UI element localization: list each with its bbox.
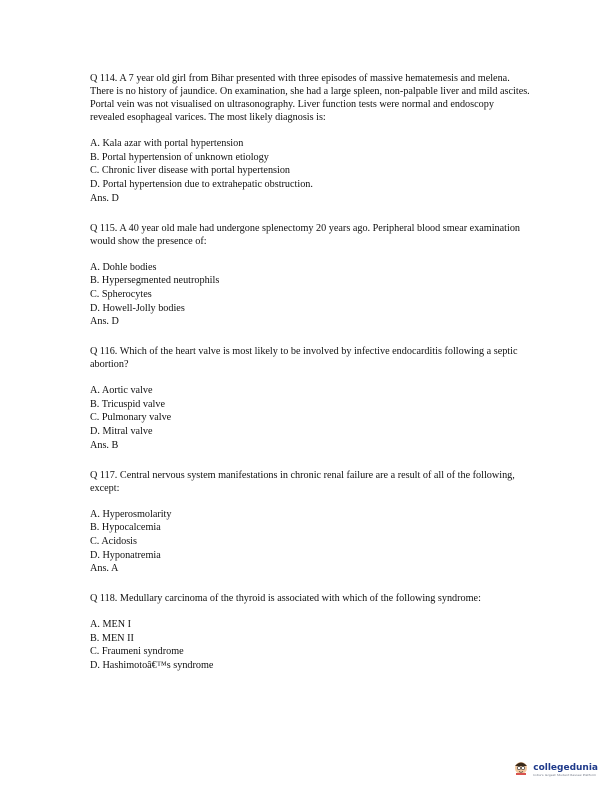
option-c: C. Pulmonary valve (90, 412, 172, 424)
option-d: D. Portal hypertension due to extrahepatic obstruction. (90, 179, 313, 191)
question-116 (90, 345, 530, 453)
question-115 (90, 222, 530, 330)
answer: Ans. D (90, 192, 119, 204)
option-b: B. Tricuspid valve (90, 398, 165, 410)
option-d: D. Mitral valve (90, 426, 153, 438)
question-text: Q 115. A 40 year old male had undergone splenectomy 20 years ago. Peripheral blood smear examination would show the presence of: (90, 222, 521, 247)
question-118 (90, 592, 530, 673)
question-114 (90, 72, 530, 206)
document-body (90, 72, 530, 689)
option-b: B. Portal hypertension of unknown etiology (90, 151, 269, 163)
option-a: A. Hyperosmolarity (90, 508, 172, 520)
question-text: Q 114. A 7 year old girl from Bihar presented with three episodes of massive hematemesis and melena. There is no history of jaundice. On examination, she had a large spleen, non-palpable liver and mild ascites. Portal vein was not visualised on ultrasonography. Liver function tests were normal and endoscopy revealed esophageal varices. The most likely diagnosis is: (90, 73, 530, 123)
option-c: C. Acidosis (90, 535, 137, 547)
option-d: D. Hashimotoâ€™s syndrome (90, 660, 214, 672)
logo-name: collegedunia (533, 762, 598, 773)
option-b: B. Hypersegmented neutrophils (90, 275, 220, 287)
question-text: Q 118. Medullary carcinoma of the thyroid is associated with which of the following syndrome: (90, 593, 481, 605)
option-b: B. MEN II (90, 632, 134, 644)
collegedunia-logo (513, 759, 598, 780)
option-b: B. Hypocalcemia (90, 522, 161, 534)
option-c: C. Fraumeni syndrome (90, 646, 184, 658)
answer: Ans. D (90, 316, 119, 328)
option-a: A. Kala azar with portal hypertension (90, 138, 244, 149)
option-a: A. Dohle bodies (90, 261, 157, 273)
mascot-icon (513, 759, 529, 780)
answer: Ans. B (90, 439, 119, 451)
option-c: C. Chronic liver disease with portal hypertension (90, 165, 291, 177)
option-d: D. Hyponatremia (90, 549, 161, 561)
answer: Ans. A (90, 563, 119, 575)
option-d: D. Howell-Jolly bodies (90, 302, 185, 314)
question-text: Q 117. Central nervous system manifestations in chronic renal failure are a result of all of the following, except: (90, 469, 515, 494)
logo-text (533, 763, 598, 777)
option-c: C. Spherocytes (90, 288, 152, 300)
question-117 (90, 469, 530, 577)
option-a: A. MEN I (90, 619, 132, 631)
question-text: Q 116. Which of the heart valve is most likely to be involved by infective endocarditis following a septic abortion? (90, 346, 518, 371)
logo-tagline: India's largest Student Review Platform (533, 772, 597, 777)
option-a: A. Aortic valve (90, 385, 153, 397)
